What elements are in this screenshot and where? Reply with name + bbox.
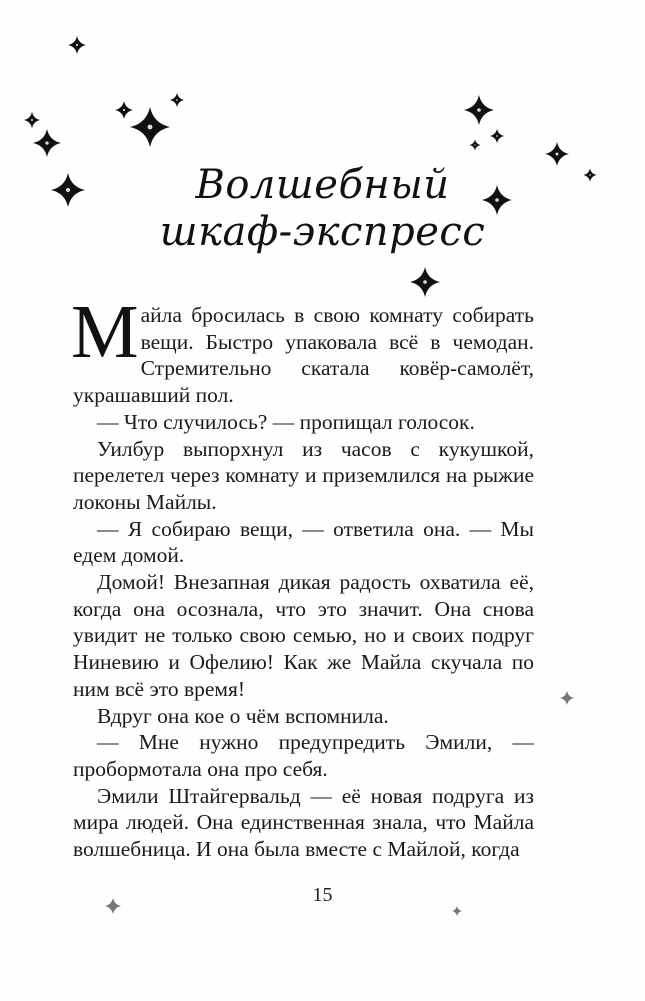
sparkle-star-icon bbox=[464, 95, 494, 125]
sparkle-star-icon bbox=[490, 129, 504, 143]
paragraph-3: Уилбур выпорхнул из часов с кукушкой, перелетел через комнату и приземлился на рыжие локоны Майлы. bbox=[73, 436, 534, 514]
paragraph-8: Эмили Штайгервальд — её новая подруга из мира людей. Она единственная знала, что Майла волшебница. И она была вместе с Майлой, когда bbox=[73, 783, 534, 862]
drop-cap: М bbox=[71, 290, 139, 374]
paragraph-2: — Что случилось? — пропищал голосок. bbox=[97, 409, 475, 434]
paragraph-text: айла бросилась в свою комнату собирать вещи. Быстро упаковала всё в чемодан. Стремительно скатала ковёр-самолёт, украшавший пол. bbox=[73, 303, 534, 408]
sparkle-star-icon bbox=[410, 267, 440, 297]
sparkle-star-icon bbox=[24, 112, 40, 128]
chapter-title-line1: Волшебный bbox=[195, 162, 450, 208]
sparkle-star-icon bbox=[68, 36, 86, 54]
chapter-body bbox=[71, 290, 534, 863]
sparkle-star-icon bbox=[452, 906, 462, 916]
sparkle-star-icon bbox=[130, 107, 170, 147]
sparkle-star-icon bbox=[170, 93, 184, 107]
chapter-title-line2: шкаф-экспресс bbox=[159, 209, 486, 255]
paragraph-7: — Мне нужно предупредить Эмили, — пробормотала она про себя. bbox=[73, 730, 534, 781]
paragraph-6: Вдруг она кое о чём вспомнила. bbox=[97, 703, 389, 728]
paragraph-4: — Я собираю вещи, — ответила она. — Мы едем домой. bbox=[73, 516, 534, 568]
sparkle-star-icon bbox=[33, 129, 61, 157]
sparkle-star-icon bbox=[560, 691, 574, 705]
sparkle-star-icon bbox=[470, 140, 481, 151]
paragraph-5: Домой! Внезапная дикая радость охватила её, когда она осознала, что это значит. Она снова увидит не только свою семью, но и своих подруг Ниневию и Офелию! Как же Майла скучала по ним всё это время! bbox=[73, 570, 534, 701]
paragraph-1 bbox=[71, 290, 534, 409]
page-number: 15 bbox=[312, 884, 333, 906]
